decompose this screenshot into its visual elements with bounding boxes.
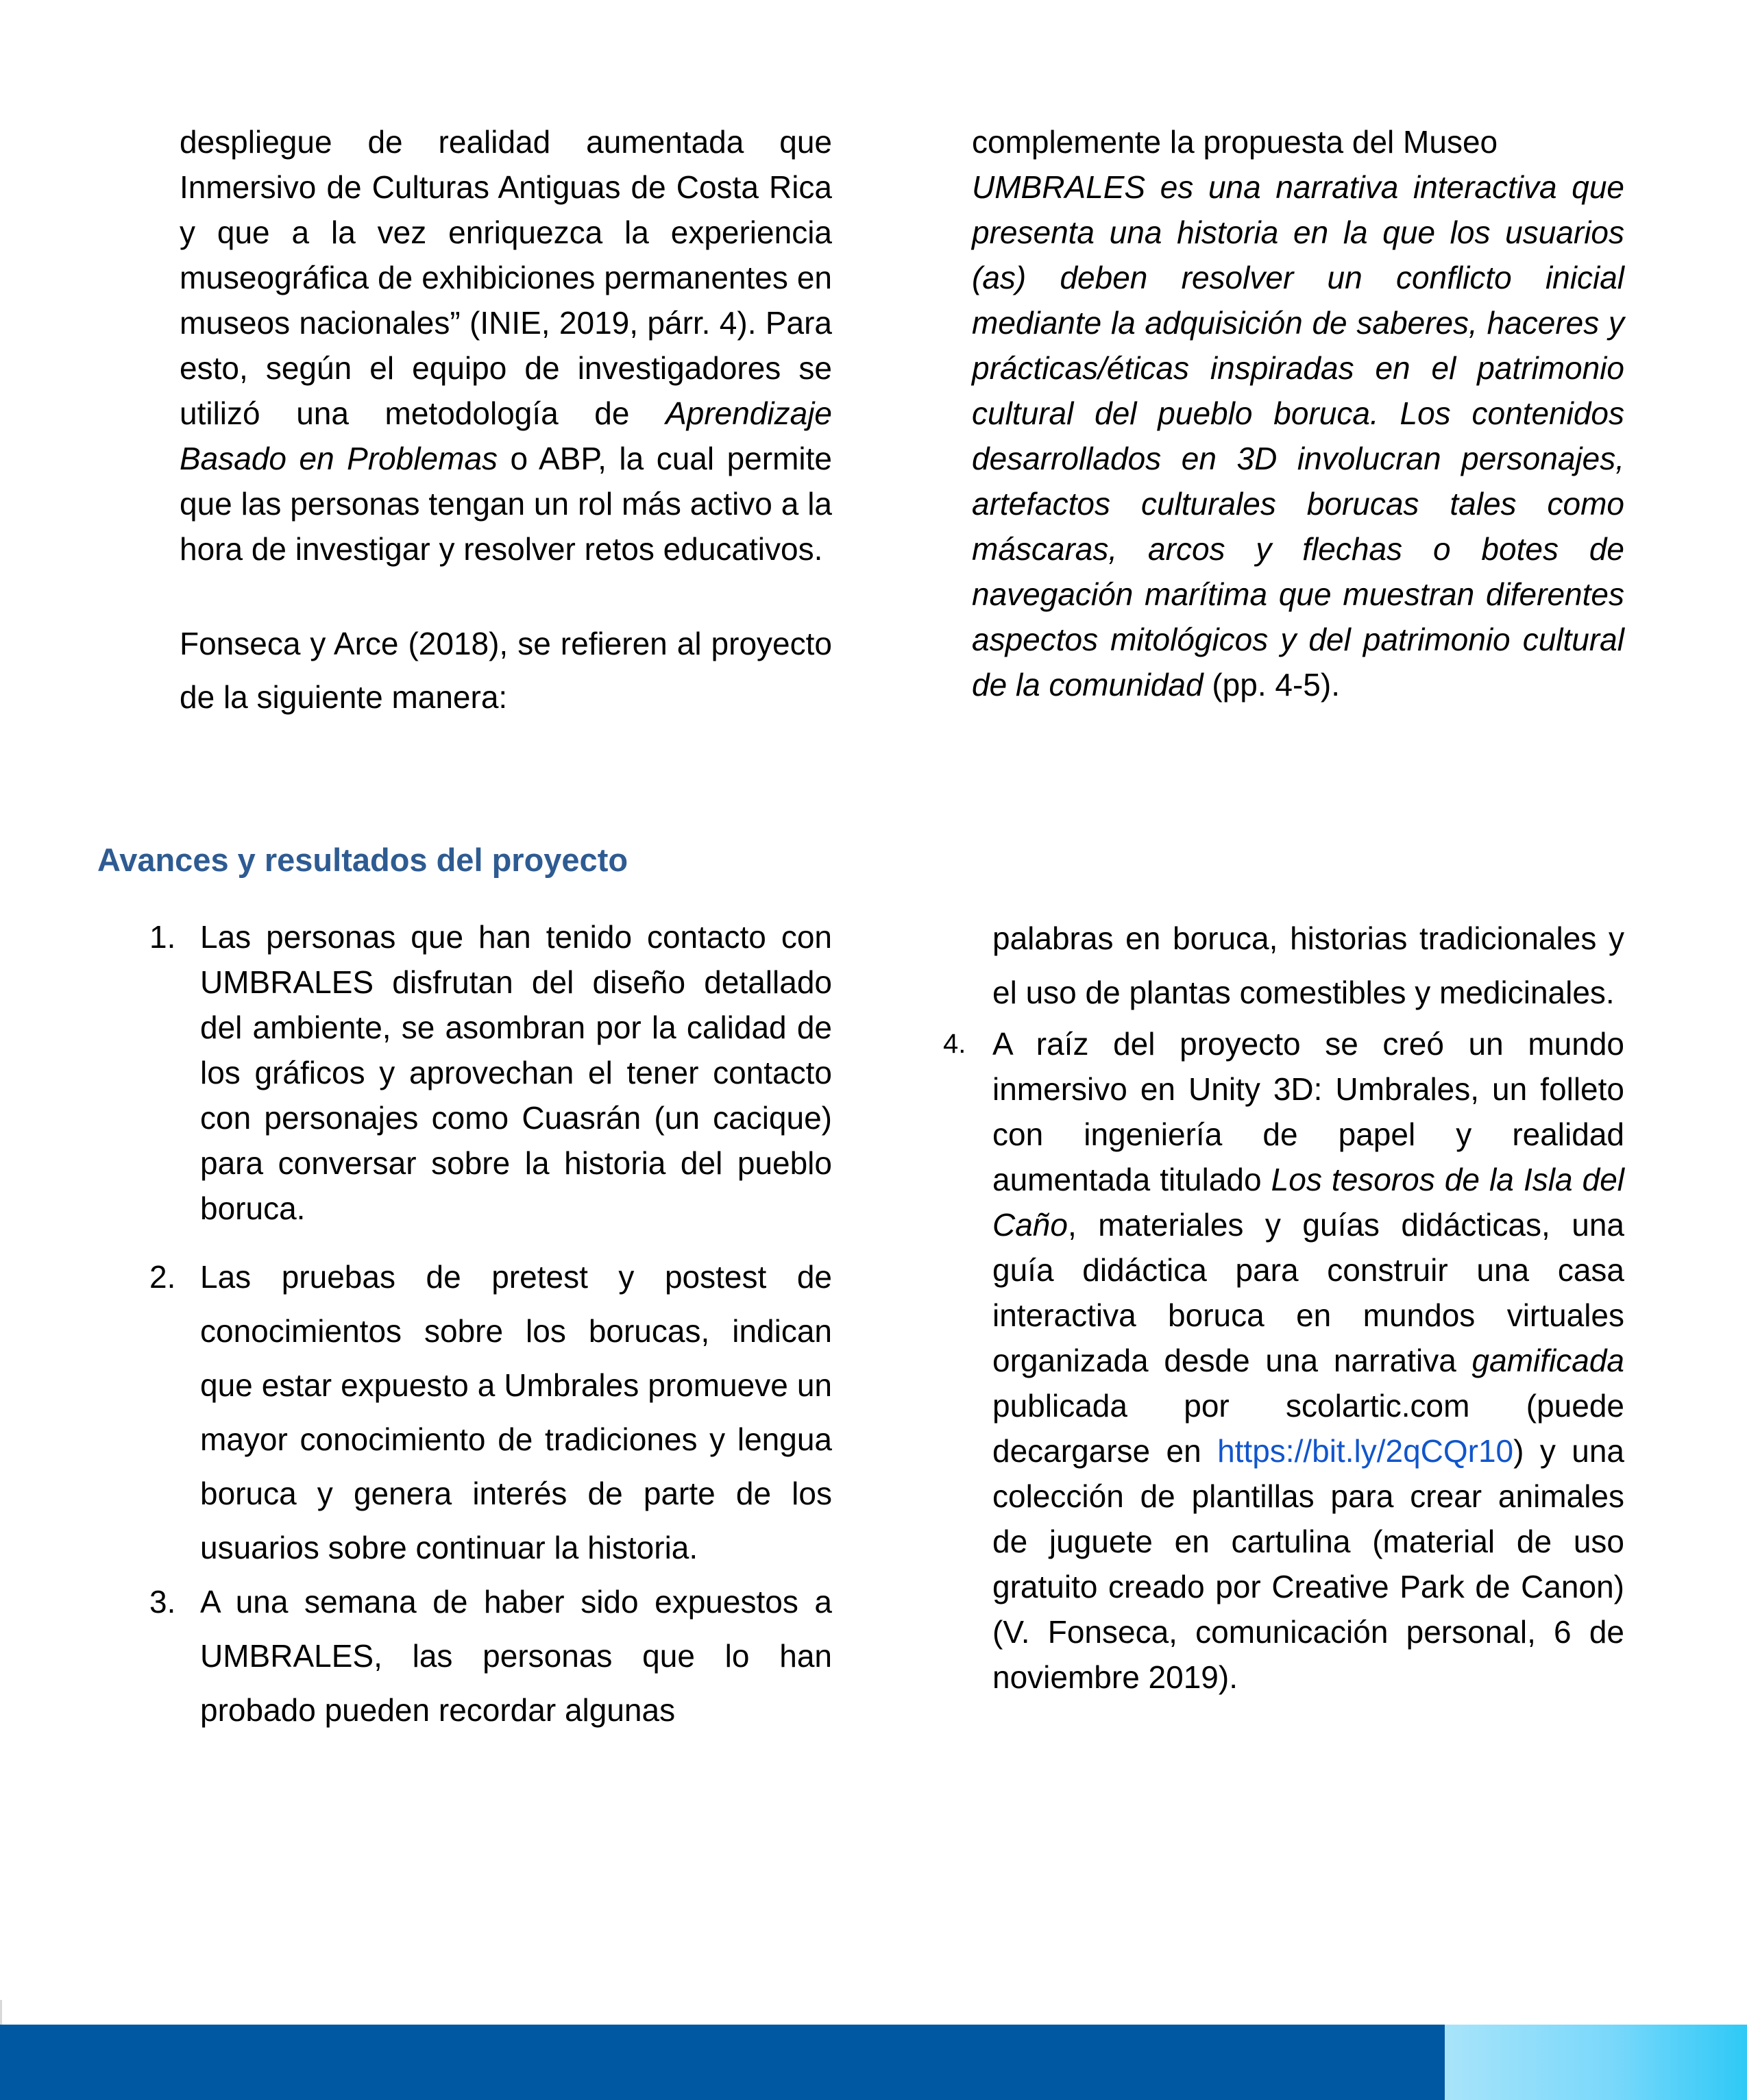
- results-list-left: [97, 914, 832, 1737]
- right-column-top: [972, 119, 1624, 707]
- results-list-right: [890, 912, 1624, 1700]
- list-number-2: 2.: [149, 1259, 176, 1295]
- list-number-1: 1.: [149, 919, 176, 955]
- list-item-3: [97, 1575, 832, 1737]
- left-column-top: [180, 119, 832, 724]
- list-item-4-text-3: publicada por scolartic.com (puede decargarse en: [992, 1388, 1624, 1469]
- left-paragraph-2: Fonseca y Arce (2018), se refieren al proyecto de la siguiente manera:: [180, 626, 832, 715]
- list-item-4-text: A raíz del proyecto se creó un mundo inmersivo en Unity 3D: Umbrales, un folleto con ingeniería de papel y realidad aumentada titulado: [992, 1026, 1624, 1197]
- list-item-2-text: Las pruebas de pretest y postest de conocimientos sobre los borucas, indican que estar expuesto a Umbrales promueve un mayor conocimiento de tradiciones y lengua boruca y genera interés de parte de los usuarios sobre continuar la historia.: [200, 1259, 832, 1565]
- right-paragraph-line: complemente la propuesta del Museo: [972, 124, 1498, 160]
- list-item-3-text: A una semana de haber sido expuestos a UMBRALES, las personas que lo han probado pueden recordar algunas: [200, 1584, 832, 1728]
- block-quote-text: UMBRALES es una narrativa interactiva que presenta una historia en la que los usuarios (as) deben resolver un conflicto inicial mediante la adquisición de saberes, haceres y prácticas/éticas inspiradas en el patrimonio cultural del pueblo boruca. Los contenidos desarrollados en 3D involucran personajes, artefactos culturales borucas tales como máscaras, arcos y flechas o botes de navegación marítima que muestran diferentes aspectos mitológicos y del patrimonio cultural de la comunidad: [972, 169, 1624, 703]
- left-paragraph-1-italic: Aprendizaje Basado en Problemas: [180, 395, 832, 476]
- list-item-4: [890, 1021, 1624, 1700]
- right-block-quote: [972, 164, 1624, 707]
- section-heading: Avances y resultados del proyecto: [97, 842, 628, 878]
- download-link[interactable]: https://bit.ly/2qCQr10: [1217, 1433, 1514, 1469]
- list-item-4-italic-word: gamificada: [1471, 1343, 1624, 1378]
- block-quote-citation: (pp. 4-5).: [1203, 667, 1340, 703]
- list-item-4-text-4: ) y una colección de plantillas para crear animales de juguete en cartulina (material de uso gratuito creado por Creative Park de Canon) (V. Fonseca, comunicación personal, 6 de noviembre 2019).: [992, 1433, 1624, 1695]
- list-item-3-continued: [890, 912, 1624, 1020]
- list-item-4-italic-title: Los tesoros de la Isla del Caño: [992, 1162, 1624, 1243]
- footer-accent: [1445, 2025, 1747, 2100]
- list-item-2: [97, 1250, 832, 1575]
- left-paragraph-1: [180, 119, 832, 572]
- list-item-1: [97, 914, 832, 1231]
- list-item-3-continued-text: palabras en boruca, historias tradicionales y el uso de plantas comestibles y medicinales.: [992, 920, 1624, 1010]
- list-item-4-text-2: , materiales y guías didácticas, una guía didáctica para construir una casa interactiva boruca en mundos virtuales organizada desde una narrativa: [992, 1207, 1624, 1378]
- list-number-4: 4.: [943, 1029, 966, 1059]
- left-paragraph-1-text: despliegue de realidad aumentada que Inmersivo de Culturas Antiguas de Costa Rica y que a la vez enriquezca la experiencia museográfica de exhibiciones permanentes en museos nacionales” (INIE, 2019, párr. 4). Para esto, según el equipo de investigadores se utilizó una metodología de: [180, 124, 832, 431]
- list-number-3: 3.: [149, 1584, 176, 1620]
- left-paragraph-1-end: o ABP, la cual permite que las personas tengan un rol más activo a la hora de investigar y resolver retos educativos.: [180, 441, 832, 567]
- page-edge-mark: [0, 2000, 2, 2025]
- list-item-1-text: Las personas que han tenido contacto con UMBRALES disfrutan del diseño detallado del ambiente, se asombran por la calidad de los gráficos y aprovechan el tener contacto con personajes como Cuasrán (un cacique) para conversar sobre la historia del pueblo boruca.: [200, 919, 832, 1226]
